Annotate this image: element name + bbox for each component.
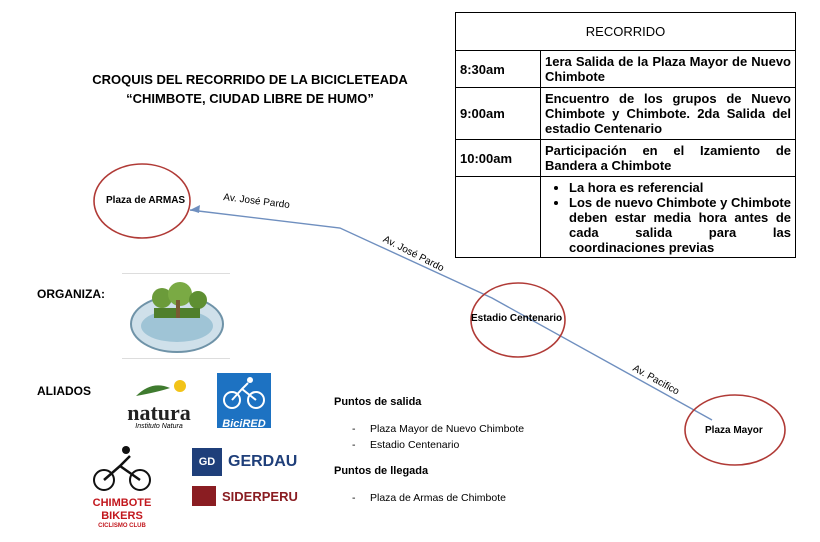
- gerdau-wordmark: GERDAU: [228, 453, 298, 470]
- chimbote-bikers-subtitle: CICLISMO CLUB: [98, 523, 146, 529]
- schedule-desc: Encuentro de los grupos de Nuevo Chimbote y Chimbote. 2da Salida del estadio Centenario: [541, 88, 796, 140]
- salida-list: [352, 421, 524, 453]
- salida-item: Plaza Mayor de Nuevo Chimbote: [370, 423, 525, 435]
- llegada-list: [352, 490, 506, 506]
- street-label-pacifico: Av. Pacifico: [630, 363, 681, 398]
- salida-item: Estadio Centenario: [370, 439, 460, 451]
- note-item: • La hora es referencial: [569, 180, 791, 195]
- bicycle-icon: [217, 373, 271, 413]
- title-line-2: “CHIMBOTE, CIUDAD LIBRE DE HUMO”: [126, 91, 374, 106]
- siderperu-wordmark: SIDERPERU: [222, 489, 298, 504]
- cyclist-icon: [76, 444, 168, 492]
- note-item: • Los de nuevo Chimbote y Chimbote deben estar media hora antes de cada salida para las coordinaciones previas: [569, 195, 791, 255]
- schedule-time: 9:00am: [456, 88, 541, 140]
- llegada-item: Plaza de Armas de Chimbote: [370, 492, 506, 504]
- organizer-logo: [122, 273, 230, 359]
- place-plaza-armas: Plaza de ARMAS: [106, 195, 186, 206]
- bicired-wordmark: BiciRED: [222, 418, 266, 430]
- schedule-desc: Participación en el Izamiento de Bandera a Chimbote: [541, 140, 796, 177]
- list-item: - Plaza Mayor de Nuevo Chimbote: [352, 423, 525, 435]
- schedule-header: RECORRIDO: [456, 13, 796, 51]
- street-label-pardo: Av. José Pardo: [381, 234, 446, 275]
- natura-leaf-icon: [118, 378, 200, 398]
- gerdau-logo: [192, 448, 302, 478]
- gerdau-mark-icon: GD: [192, 448, 222, 476]
- route-arrow-head: [190, 205, 200, 213]
- schedule-desc: 1era Salida de la Plaza Mayor de Nuevo Chimbote: [541, 51, 796, 88]
- llegada-title: Puntos de llegada: [334, 465, 429, 477]
- natura-logo: [118, 378, 200, 428]
- chimbote-bikers-wordmark: CHIMBOTE BIKERS: [92, 497, 152, 522]
- natura-wordmark: natura: [127, 400, 191, 425]
- schedule-time: 8:30am: [456, 51, 541, 88]
- list-item: - Estadio Centenario: [352, 439, 460, 451]
- place-plaza-mayor: Plaza Mayor: [705, 425, 763, 436]
- street-label-pardo: Av. José Pardo: [222, 192, 291, 212]
- bicired-logo: [217, 373, 271, 428]
- chimbote-bikers-logo: [76, 444, 168, 529]
- aliados-label: ALIADOS: [37, 384, 91, 398]
- organiza-label: ORGANIZA:: [37, 287, 105, 301]
- earth-globe-logo: [122, 274, 230, 358]
- place-estadio-centenario: Estadio Centenario: [471, 313, 563, 324]
- natura-subtitle: Instituto Natura: [135, 423, 183, 430]
- title-line-1: CROQUIS DEL RECORRIDO DE LA BICICLETEADA: [92, 72, 408, 87]
- siderperu-logo: [192, 486, 302, 508]
- schedule-time: 10:00am: [456, 140, 541, 177]
- list-item: - Plaza de Armas de Chimbote: [352, 492, 506, 504]
- siderperu-mark-icon: [192, 486, 216, 506]
- salida-title: Puntos de salida: [334, 396, 422, 408]
